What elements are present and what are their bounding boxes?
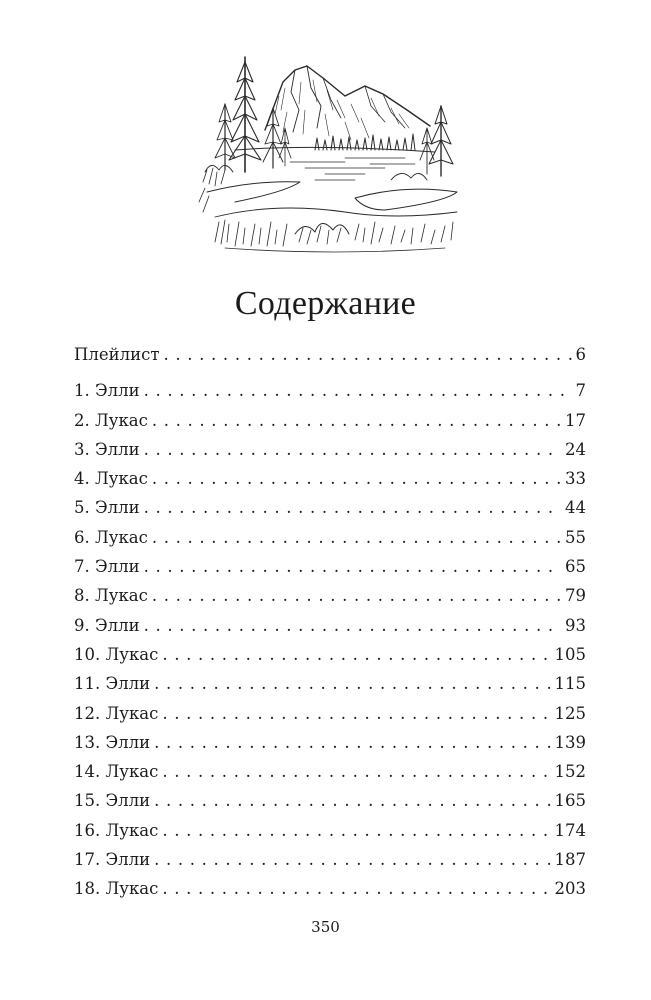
toc-entry-page: 65 — [565, 557, 586, 577]
toc-entry — [74, 699, 586, 728]
page-number: 350 — [311, 918, 340, 936]
toc-leader-dots — [162, 640, 550, 669]
toc-entry-label: Плейлист — [74, 345, 160, 364]
toc-entry — [74, 552, 586, 581]
toc-entry — [74, 435, 586, 464]
toc-entry-label: 3. Элли — [74, 439, 140, 459]
toc-entry-page: 152 — [554, 762, 586, 782]
toc-leader-dots — [152, 581, 561, 610]
toc-entry — [74, 728, 586, 757]
mountain-lake-illustration — [195, 52, 470, 257]
toc-leader-dots — [144, 493, 561, 522]
toc-entry-page: 55 — [565, 527, 586, 547]
toc-entry-label: 15. Элли — [74, 791, 151, 811]
toc-entry-label: 10. Лукас — [74, 644, 159, 664]
table-of-contents — [74, 340, 586, 904]
toc-entry — [74, 464, 586, 493]
page-title: Содержание — [234, 285, 417, 322]
toc-entry-label: 4. Лукас — [74, 469, 148, 489]
toc-entry-label: 11. Элли — [74, 674, 151, 694]
toc-leader-dots — [154, 728, 550, 757]
toc-entry — [74, 376, 586, 405]
toc-leader-dots — [144, 611, 561, 640]
toc-entry-page: 187 — [554, 850, 586, 870]
toc-entry — [74, 816, 586, 845]
toc-leader-dots — [162, 699, 550, 728]
toc-entry-label: 1. Элли — [74, 381, 140, 401]
toc-leader-dots — [162, 874, 550, 903]
toc-entry — [74, 874, 586, 903]
toc-entry-page: 93 — [565, 615, 586, 635]
toc-entry-label: 14. Лукас — [74, 762, 159, 782]
toc-entry-page: 7 — [575, 381, 586, 401]
toc-entry-page: 6 — [575, 345, 586, 364]
toc-leader-dots — [162, 757, 550, 786]
toc-entry-page: 139 — [554, 732, 586, 752]
toc-entry-page: 125 — [554, 703, 586, 723]
toc-entry — [74, 640, 586, 669]
toc-leader-dots — [154, 786, 550, 815]
toc-entry-page: 115 — [554, 674, 586, 694]
toc-entry-label: 16. Лукас — [74, 820, 159, 840]
toc-entry-label: 8. Лукас — [74, 586, 148, 606]
toc-leader-dots — [163, 340, 571, 369]
toc-entry-label: 2. Лукас — [74, 410, 148, 430]
toc-entry — [74, 340, 586, 369]
toc-entry-page: 105 — [554, 644, 586, 664]
toc-leader-dots — [162, 816, 550, 845]
toc-entry-page: 44 — [565, 498, 586, 518]
toc-leader-dots — [144, 376, 572, 405]
toc-leader-dots — [154, 669, 550, 698]
toc-entry-page: 33 — [565, 469, 586, 489]
toc-entry-page: 79 — [565, 586, 586, 606]
toc-entry-page: 17 — [565, 410, 586, 430]
toc-entry-page: 24 — [565, 439, 586, 459]
toc-entry — [74, 611, 586, 640]
toc-entry-label: 6. Лукас — [74, 527, 148, 547]
toc-entry-page: 174 — [554, 820, 586, 840]
toc-entry — [74, 581, 586, 610]
toc-entry — [74, 786, 586, 815]
toc-entry-label: 9. Элли — [74, 615, 140, 635]
toc-entry — [74, 757, 586, 786]
toc-leader-dots — [152, 464, 561, 493]
toc-entry — [74, 523, 586, 552]
toc-entry-page: 203 — [554, 879, 586, 899]
toc-entry-label: 7. Элли — [74, 557, 140, 577]
toc-entry-label: 18. Лукас — [74, 879, 159, 899]
toc-leader-dots — [144, 435, 561, 464]
toc-leader-dots — [154, 845, 550, 874]
toc-leader-dots — [152, 406, 561, 435]
toc-leader-dots — [152, 523, 561, 552]
toc-entry-label: 12. Лукас — [74, 703, 159, 723]
toc-entry — [74, 845, 586, 874]
toc-entry-page: 165 — [554, 791, 586, 811]
toc-entry — [74, 493, 586, 522]
toc-entry-label: 13. Элли — [74, 732, 151, 752]
toc-entry-label: 5. Элли — [74, 498, 140, 518]
toc-leader-dots — [144, 552, 561, 581]
toc-entry — [74, 406, 586, 435]
toc-entry-label: 17. Элли — [74, 850, 151, 870]
toc-entry — [74, 669, 586, 698]
